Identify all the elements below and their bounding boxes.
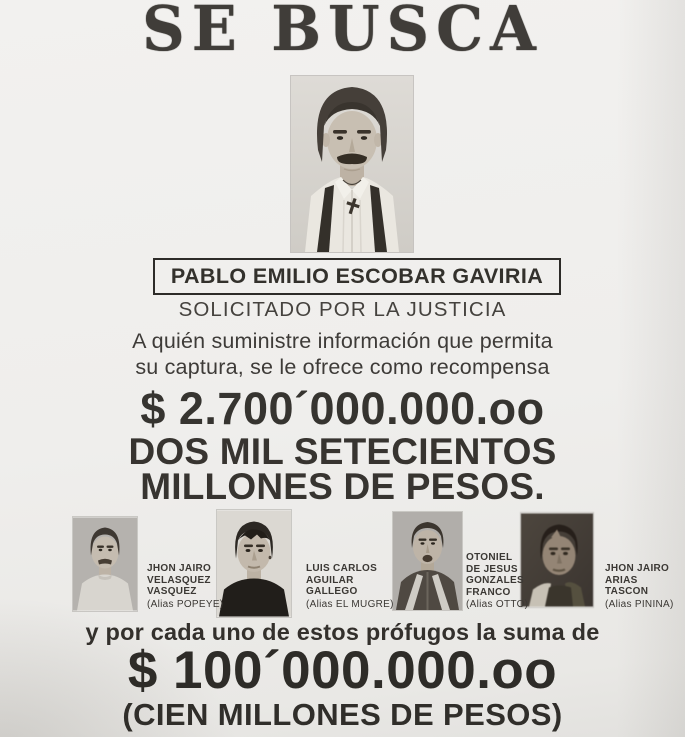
popeye-name-line-3: VASQUEZ bbox=[147, 586, 197, 597]
pinina-alias: (Alias PININA) bbox=[605, 598, 674, 610]
reward-intro-line-2: su captura, se le ofrece como recompensa bbox=[135, 355, 550, 379]
reward-intro-line-1: A quién suministre información que permita bbox=[132, 329, 553, 353]
pinina-name-line-3: TASCON bbox=[605, 586, 649, 597]
el-mugre-name-line-3: GALLEGO bbox=[306, 586, 358, 597]
pinina-portrait-illustration bbox=[521, 513, 593, 607]
escobar-photo bbox=[291, 76, 413, 252]
popeye-name-line-1: JHON JAIRO bbox=[147, 563, 212, 574]
otto-portrait-illustration bbox=[393, 512, 462, 610]
each-fugitive-words: (CIEN MILLONES DE PESOS) bbox=[122, 697, 563, 732]
el-mugre-portrait-illustration bbox=[217, 510, 291, 617]
reward-words-line-1: DOS MIL SETECIENTOS bbox=[128, 431, 557, 472]
el-mugre-label bbox=[306, 563, 394, 610]
otto-alias: (Alias OTTO) bbox=[466, 599, 529, 610]
el-mugre-photo bbox=[217, 510, 291, 617]
el-mugre-name-line-1: LUIS CARLOS bbox=[306, 563, 378, 574]
pinina-name-line-1: JHON JAIRO bbox=[605, 563, 670, 574]
popeye-name-line-2: VELASQUEZ bbox=[147, 574, 211, 586]
poster-title: SE BUSCA bbox=[142, 0, 543, 65]
otto-name-line-1: OTONIEL bbox=[466, 552, 513, 563]
otto-name-line-3: GONZALES bbox=[466, 575, 524, 586]
pinina-label bbox=[605, 563, 674, 610]
popeye-alias: (Alias POPEYE) bbox=[147, 598, 224, 610]
otto-name-line-2: DE JESUS bbox=[466, 563, 518, 575]
otto-label bbox=[466, 552, 528, 611]
reward-intro bbox=[0, 328, 685, 380]
escobar-portrait-illustration bbox=[291, 76, 413, 252]
otto-photo bbox=[393, 512, 462, 610]
popeye-label bbox=[147, 563, 223, 610]
reward-words-line-2: MILLONES DE PESOS. bbox=[140, 466, 545, 507]
popeye-portrait-illustration bbox=[73, 517, 137, 611]
each-fugitive-intro: y por cada uno de estos prófugos la suma de bbox=[85, 619, 600, 645]
each-fugitive-amount: $ 100´000.000.oo bbox=[127, 641, 558, 700]
popeye-photo bbox=[73, 517, 137, 611]
pinina-name-line-2: ARIAS bbox=[605, 574, 638, 586]
el-mugre-alias: (Alias EL MUGRE) bbox=[306, 598, 394, 610]
subtitle: SOLICITADO POR LA JUSTICIA bbox=[178, 298, 507, 321]
reward-amount: $ 2.700´000.000.oo bbox=[140, 383, 545, 434]
el-mugre-name-line-2: AGUILAR bbox=[306, 574, 354, 586]
name-plate: PABLO EMILIO ESCOBAR GAVIRIA bbox=[153, 258, 561, 295]
pinina-photo bbox=[521, 513, 593, 607]
otto-name-line-4: FRANCO bbox=[466, 586, 511, 598]
